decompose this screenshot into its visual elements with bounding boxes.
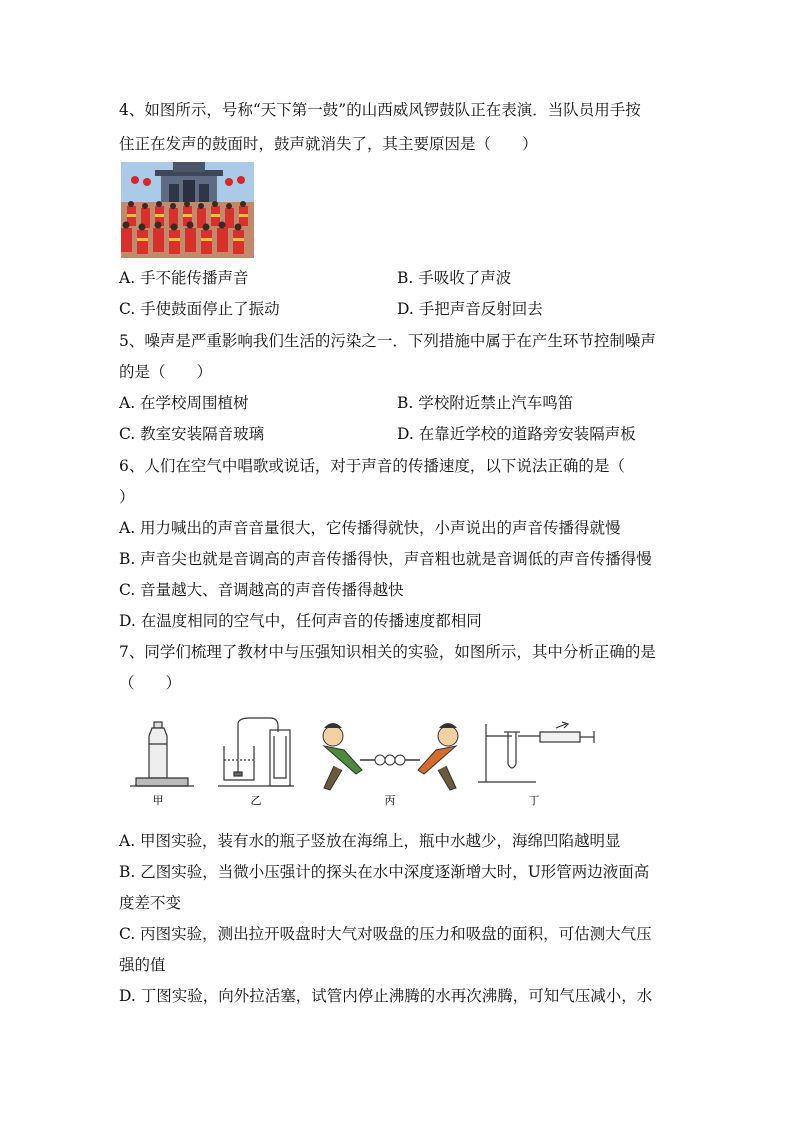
q5-option-d[interactable]: D. 在靠近学校的道路旁安装隔声板 [397,425,636,443]
figure-jia-bottle-on-sponge [130,722,194,786]
q4-option-a[interactable]: A. 手不能传播声音 [119,269,249,287]
q4-option-d[interactable]: D. 手把声音反射回去 [397,300,543,318]
q6-stem-line1: 6、人们在空气中唱歌或说话，对于声音的传播速度，以下说法正确的是（ [119,457,625,475]
q6-option-d[interactable]: D. 在温度相同的空气中，任何声音的传播速度都相同 [119,612,482,630]
figure-label-bing: 丙 [384,794,396,807]
q7-option-d-line1[interactable]: D. 丁图实验，向外拉活塞，试管内停止沸腾的水再次沸腾，可知气压减小，水 [119,987,653,1005]
q7-option-b-line1[interactable]: B. 乙图实验，当微小压强计的探头在水中深度逐渐增大时，U形管两边液面高 [119,863,650,881]
q7-option-b-line2[interactable]: 度差不变 [119,894,182,912]
q4-option-c[interactable]: C. 手使鼓面停止了振动 [119,300,280,318]
q5-stem-line1: 5、噪声是严重影响我们生活的污染之一．下列措施中属于在产生环节控制噪声 [119,332,656,350]
q6-option-c[interactable]: C. 音量越大、音调越高的声音传播得越快 [119,581,404,599]
q7-option-a[interactable]: A. 甲图实验，装有水的瓶子竖放在海绵上，瓶中水越少，海绵凹陷越明显 [119,832,621,850]
q4-stem-line2: 住正在发声的鼓面时，鼓声就消失了，其主要原因是（ ） [119,135,538,153]
q4-option-b[interactable]: B. 手吸收了声波 [397,269,512,287]
q4-stem-line1: 4、如图所示，号称“天下第一鼓”的山西威风锣鼓队正在表演．当队员用手按 [119,101,641,119]
q5-stem-line2: 的是（ ） [119,363,213,381]
q7-stem-line2: （ ） [119,674,182,692]
q5-option-c[interactable]: C. 教室安装隔音玻璃 [119,425,265,443]
figure-ding-syringe-test-tube [478,722,594,782]
q7-stem-line1: 7、同学们梳理了教材中与压强知识相关的实验，如图所示，其中分析正确的是 [119,643,656,661]
q5-option-a[interactable]: A. 在学校周围植树 [119,394,249,412]
figure-label-ding: 丁 [528,794,540,807]
q7-option-c-line1[interactable]: C. 丙图实验，测出拉开吸盘时大气对吸盘的压力和吸盘的面积，可估测大气压 [119,925,652,943]
figure-label-jia: 甲 [152,794,164,807]
q6-option-b[interactable]: B. 声音尖也就是音调高的声音传播得快，声音粗也就是音调低的声音传播得慢 [119,550,652,568]
figure-bing-suction-cups [323,723,458,790]
figure-yi-manometer [218,718,294,786]
q5-option-b[interactable]: B. 学校附近禁止汽车鸣笛 [397,394,574,412]
figure-label-yi: 乙 [250,794,262,807]
drum-troupe-photo [121,162,254,258]
q6-stem-line2: ） [119,488,135,506]
q7-option-c-line2[interactable]: 强的值 [119,956,166,974]
q6-option-a[interactable]: A. 用力喊出的声音音量很大，它传播得就快，小声说出的声音传播得就慢 [119,519,621,537]
pressure-experiments-figure [128,716,598,808]
